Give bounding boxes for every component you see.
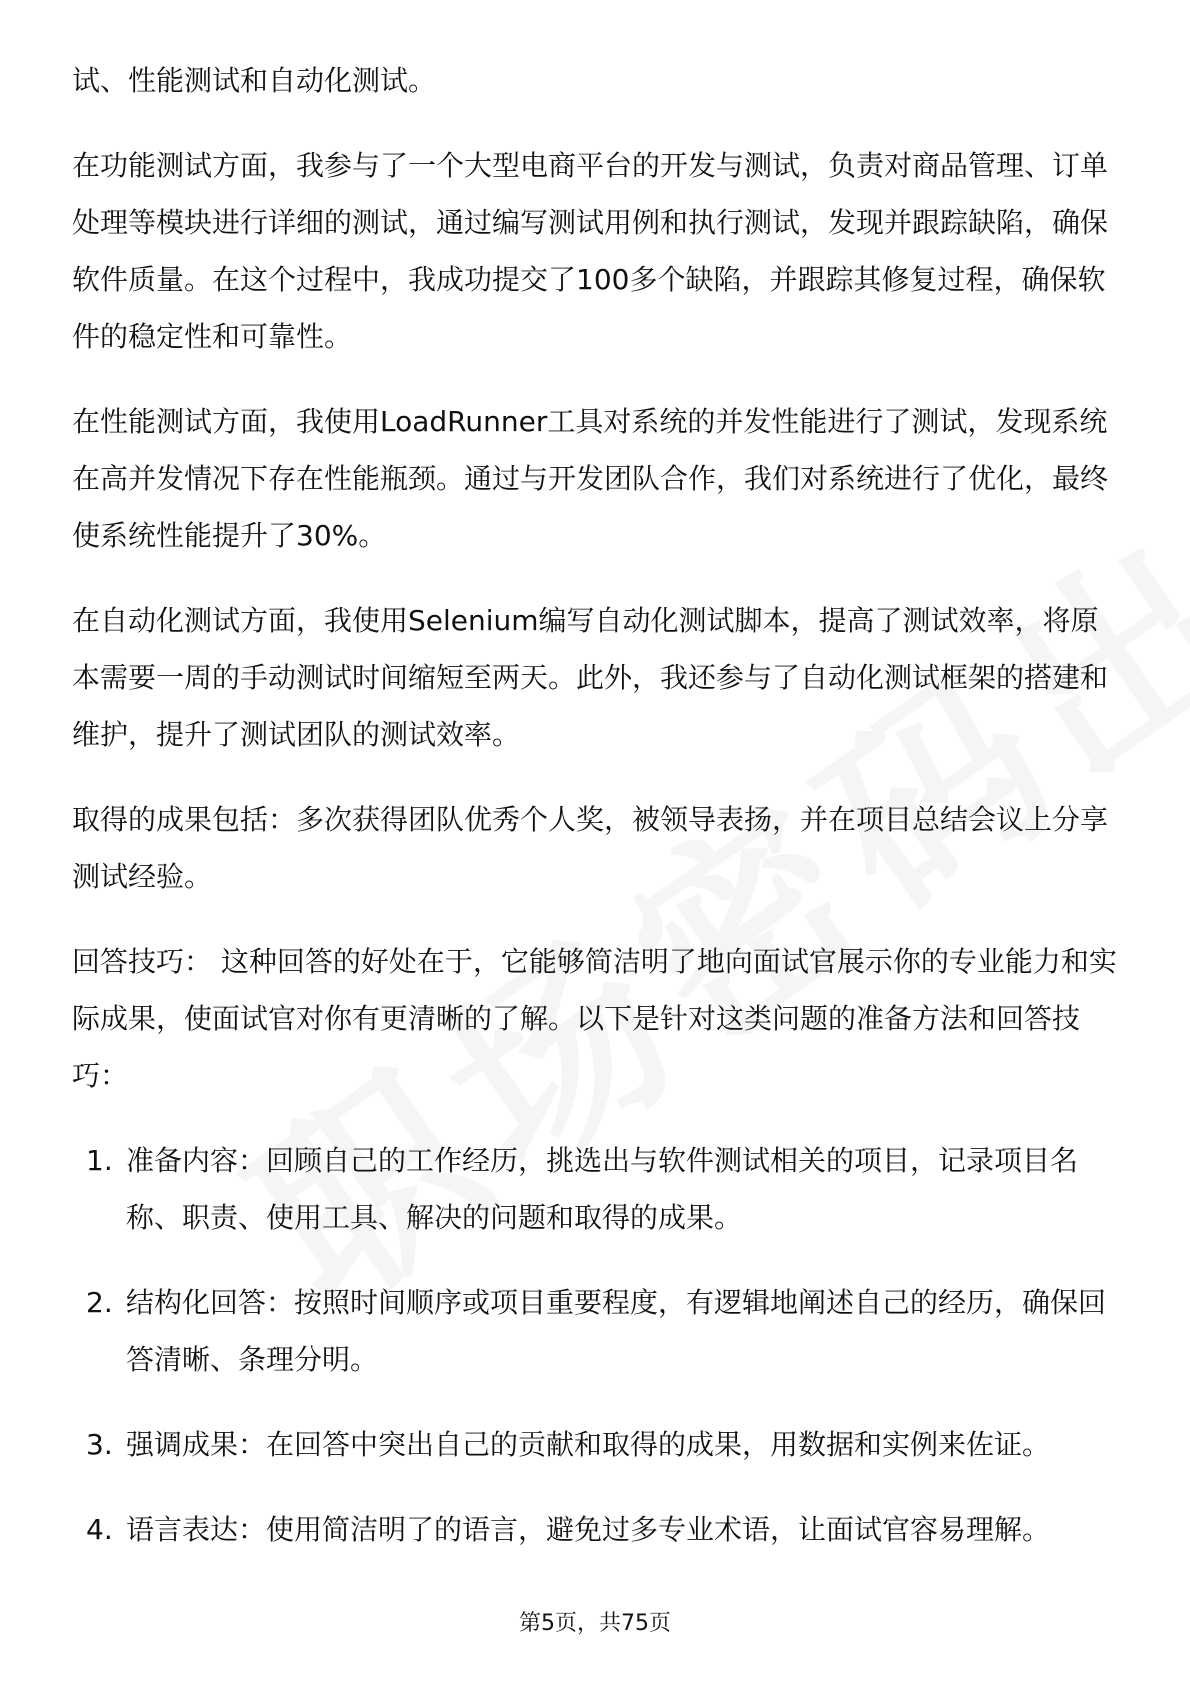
document-body (72, 52, 1122, 1586)
list-item (72, 1132, 1122, 1246)
list-item-text: 强调成果：在回答中突出自己的贡献和取得的成果，用数据和实例来佐证。 (126, 1428, 1051, 1461)
list-item (72, 1416, 1122, 1473)
page-footer: 第5页，共75页 (519, 1611, 671, 1636)
paragraph-intro-tail: 试、性能测试和自动化测试。 (72, 64, 437, 97)
list-item-text: 结构化回答：按照时间顺序或项目重要程度，有逻辑地阐述自己的经历，确保回答清晰、条理分明。 (126, 1286, 1107, 1376)
list-item (72, 1274, 1122, 1388)
list-item (72, 1501, 1122, 1558)
paragraph-automation-testing: 在自动化测试方面，我使用Selenium编写自动化测试脚本，提高了测试效率，将原本需要一周的手动测试时间缩短至两天。此外，我还参与了自动化测试框架的搭建和维护，提升了测试团队的测试效率。 (72, 604, 1109, 751)
list-item-number: 4. (86, 1513, 113, 1546)
list-item-text: 语言表达：使用简洁明了的语言，避免过多专业术语，让面试官容易理解。 (126, 1513, 1051, 1546)
paragraph-performance-testing: 在性能测试方面，我使用LoadRunner工具对系统的并发性能进行了测试，发现系统在高并发情况下存在性能瓶颈。通过与开发团队合作，我们对系统进行了优化，最终使系统性能提升了30%。 (72, 405, 1109, 552)
list-item-number: 2. (86, 1286, 113, 1319)
list-item-number: 3. (86, 1428, 113, 1461)
list-item-number: 1. (86, 1144, 113, 1177)
paragraph-answer-tips: 回答技巧： 这种回答的好处在于，它能够简洁明了地向面试官展示你的专业能力和实际成果，使面试官对你有更清晰的了解。以下是针对这类问题的准备方法和回答技巧： (72, 945, 1117, 1092)
list-item-text: 准备内容：回顾自己的工作经历，挑选出与软件测试相关的项目，记录项目名称、职责、使用工具、解决的问题和取得的成果。 (126, 1144, 1079, 1234)
tips-list (72, 1132, 1122, 1558)
paragraph-achievements: 取得的成果包括：多次获得团队优秀个人奖，被领导表扬，并在项目总结会议上分享测试经验。 (72, 803, 1109, 893)
paragraph-functional-testing: 在功能测试方面，我参与了一个大型电商平台的开发与测试，负责对商品管理、订单处理等模块进行详细的测试，通过编写测试用例和执行测试，发现并跟踪缺陷，确保软件质量。在这个过程中，我成功提交了100多个缺陷，并跟踪其修复过程，确保软件的稳定性和可靠性。 (72, 149, 1109, 353)
